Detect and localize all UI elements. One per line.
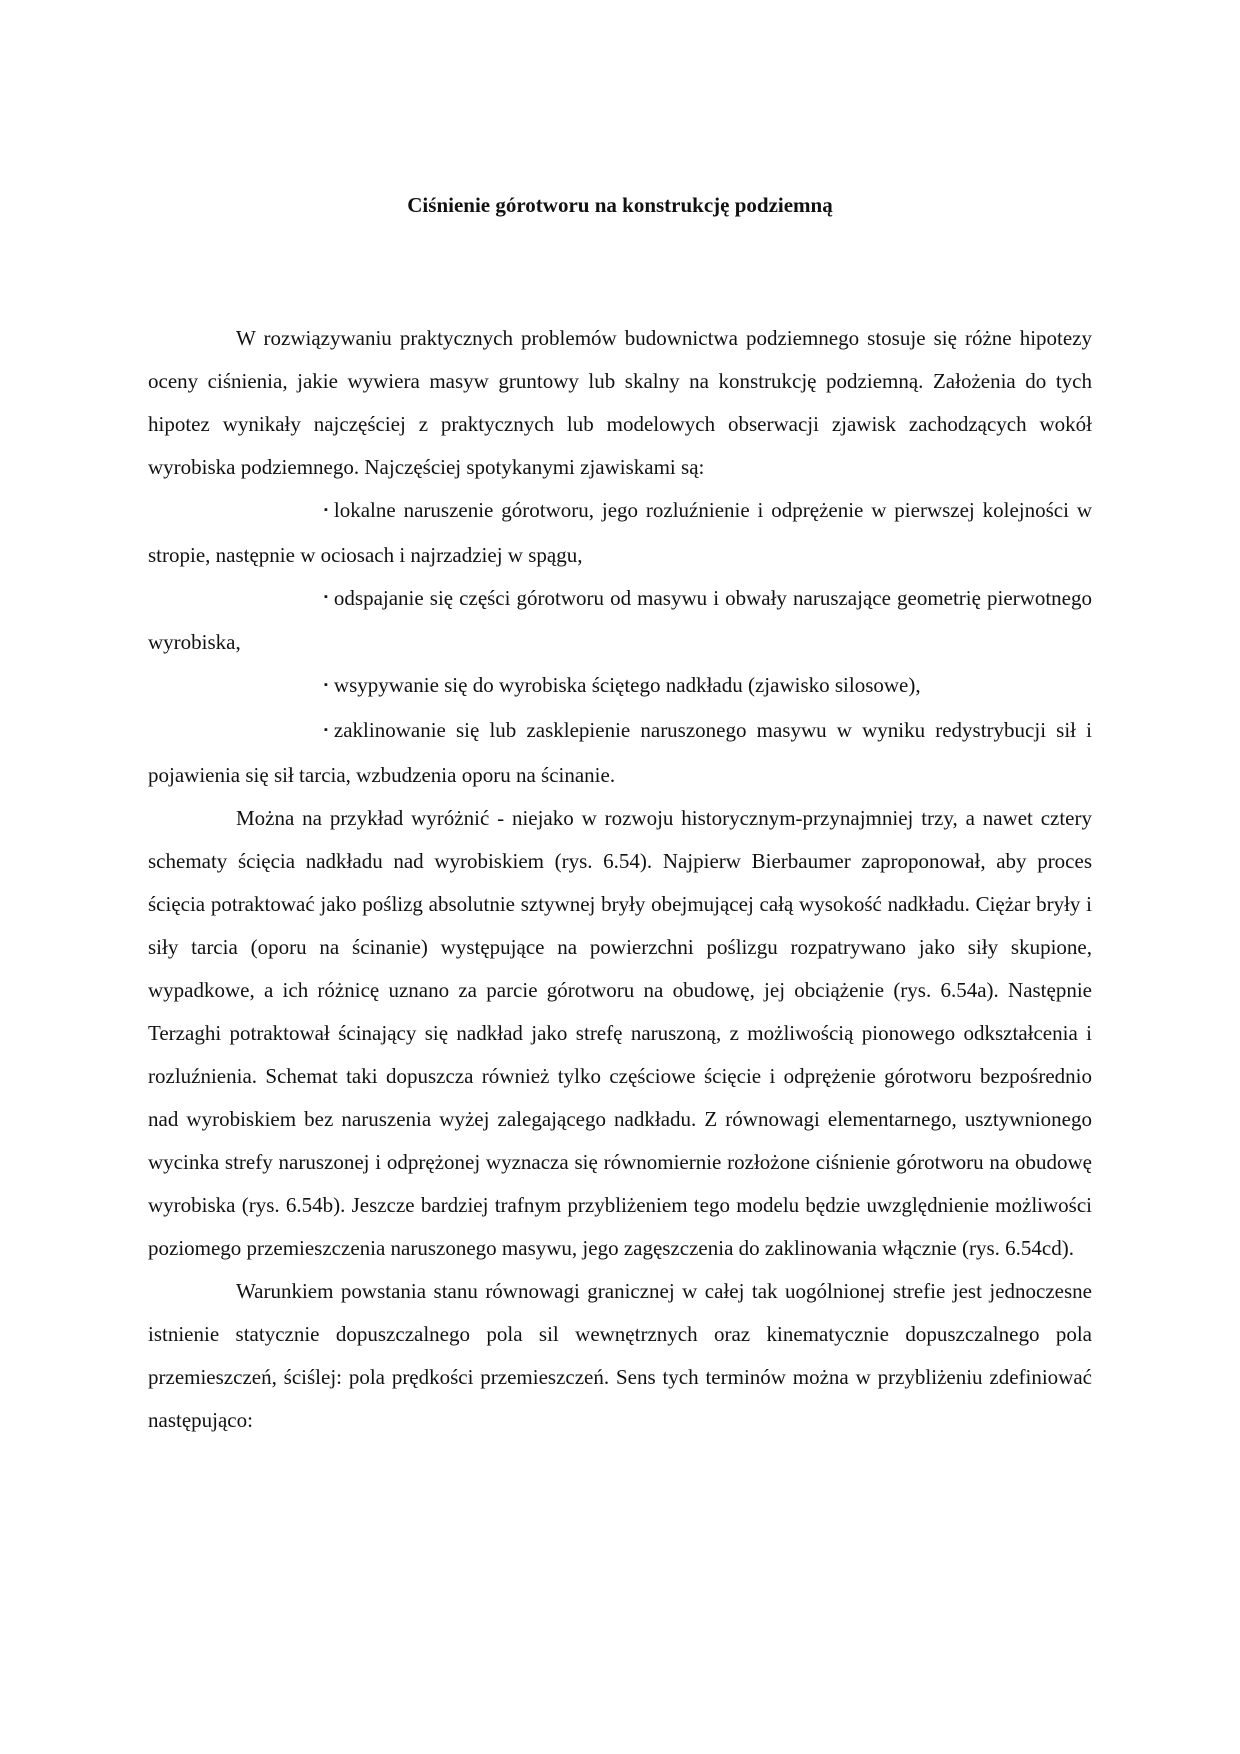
bullet-item [148, 577, 1092, 665]
bullet-square-icon: ▪ [324, 591, 328, 604]
paragraph-schemes: Można na przykład wyróżnić - niejako w rozwoju historycznym-przynajmniej trzy, a nawet cztery schematy ścięcia nadkładu nad wyrobiskiem (rys. 6.54). Najpierw Bierbaumer zaproponował, aby proces ścięcia potraktować jako poślizg absolutnie sztywnej bryły obejmującej całą wysokość nadkładu. Ciężar bryły i siły tarcia (oporu na ścinanie) występujące na powierzchni poślizgu rozpatrywano jako siły skupione, wypadkowe, a ich różnicę uznano za parcie górotworu na obudowę, jej obciążenie (rys. 6.54a). Następnie Terzaghi potraktował ścinający się nadkład jako strefę naruszoną, z możliwością pionowego odkształcenia i rozluźnienia. Schemat taki dopuszcza również tylko częściowe ścięcie i odprężenie górotworu bezpośrednio nad wyrobiskiem bez naruszenia wyżej zalegającego nadkładu. Z równowagi elementarnego, usztywnionego wycinka strefy naruszonej i odprężonej wyznacza się równomiernie rozłożone ciśnienie górotworu na obudowę wyrobiska (rys. 6.54b). Jeszcze bardziej trafnym przybliżeniem tego modelu będzie uwzględnienie możliwości poziomego przemieszczenia naruszonego masywu, jego zagęszczenia do zaklinowania włącznie (rys. 6.54cd). [148, 805, 1092, 1260]
bullet-item [148, 489, 1092, 577]
bullet-text: odspajanie się części górotworu od masywu i obwały naruszające geometrię pierwotnego wyrobiska, [148, 585, 1092, 655]
paragraph-equilibrium: Warunkiem powstania stanu równowagi granicznej w całej tak uogólnionej strefie jest jednoczesne istnienie statycznie dopuszczalnego pola sil wewnętrznych oraz kinematycznie dopuszczalnego pola przemieszczeń, ściślej: pola prędkości przemieszczeń. Sens tych terminów można w przybliżeniu zdefiniować następująco: [148, 1278, 1092, 1432]
bullet-square-icon: ▪ [324, 723, 328, 736]
paragraph-intro: W rozwiązywaniu praktycznych problemów budownictwa podziemnego stosuje się różne hipotezy oceny ciśnienia, jakie wywiera masyw gruntowy lub skalny na konstrukcję podziemną. Założenia do tych hipotez wynikały najczęściej z praktycznych lub modelowych obserwacji zjawisk zachodzących wokół wyrobiska podziemnego. Najczęściej spotykanymi zjawiskami są: [148, 326, 1092, 479]
bullet-item [148, 664, 1092, 709]
bullet-item [148, 709, 1092, 797]
page-title: Ciśnienie górotworu na konstrukcję podziemną [407, 193, 833, 217]
bullet-square-icon: ▪ [324, 503, 328, 516]
bullet-text: zaklinowanie się lub zasklepienie naruszonego masywu w wyniku redystrybucji sił i pojawienia się sił tarcia, wzbudzenia oporu na ścinanie. [148, 718, 1092, 787]
document-body [148, 317, 1092, 1442]
bullet-text: wsypywanie się do wyrobiska ściętego nadkładu (zjawisko silosowe), [333, 673, 921, 698]
bullet-text: lokalne naruszenie górotworu, jego rozluźnienie i odprężenie w pierwszej kolejności w stropie, następnie w ociosach i najrzadziej w spągu, [148, 498, 1092, 567]
bullet-square-icon: ▪ [324, 679, 328, 692]
